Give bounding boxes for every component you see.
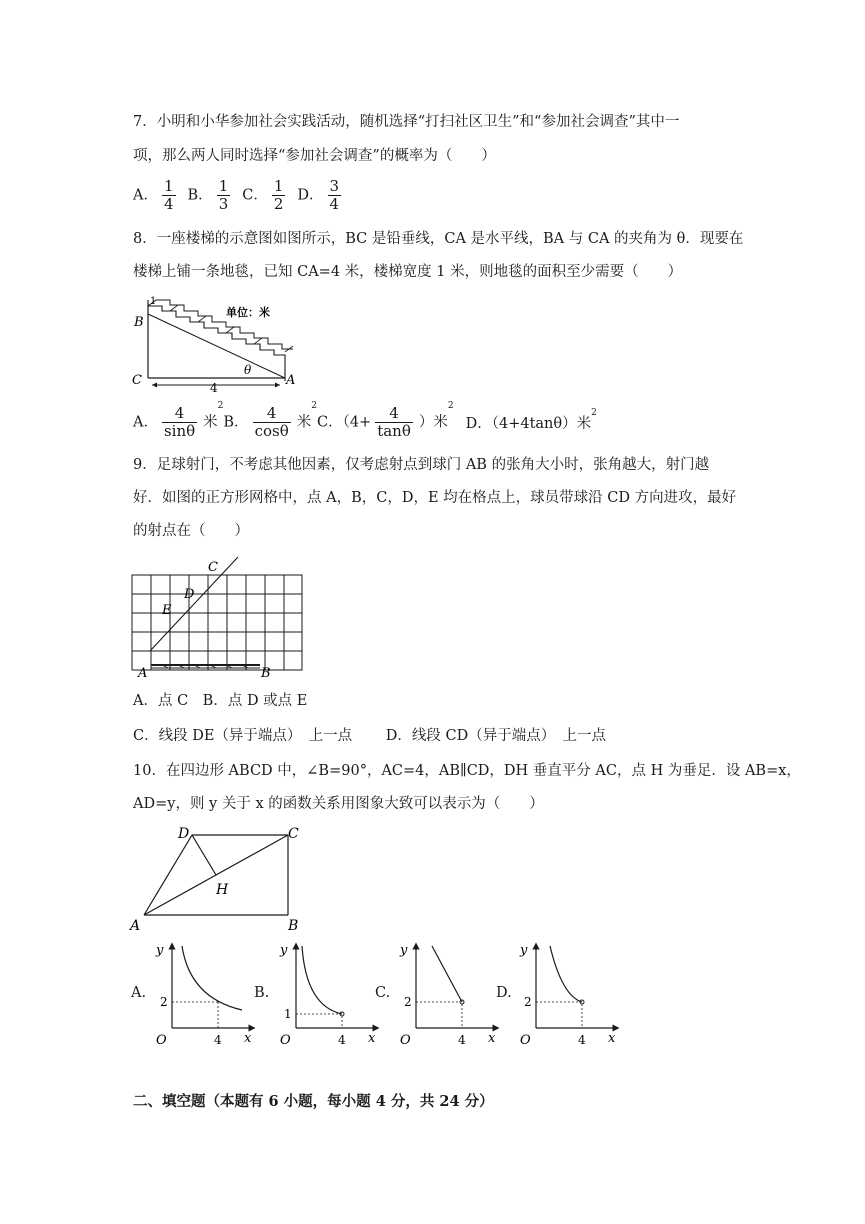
quad-point-c: C [288,826,299,842]
staircase-figure [130,292,310,396]
svg-text:x: x [368,1031,376,1046]
svg-text:4: 4 [578,1033,586,1047]
grid-point-a: A [138,666,148,680]
svg-text:2: 2 [160,995,168,1009]
svg-text:y: y [156,943,164,958]
q9-text-line-2: 好．如图的正方形网格中，点 A，B，C，D，E 均在格点上，球员带球沿 CD 方向进攻，最好 [133,490,737,506]
q10-graph-c [394,940,504,1050]
q8-option-a: A． $\frac{4}{\sin\theta}$ 米$^2$ [133,401,224,440]
q10-graph-option-b-label: B. [254,985,270,1001]
quad-point-a: A [130,918,141,934]
q9-text-line-1: 9．足球射门，不考虑其他因素，仅考虑射点到球门 AB 的张角大小时，张角越大，射门越 [133,457,710,473]
staircase-angle-label: θ [244,363,252,377]
q8-option-b: B． $\frac{4}{\cos\theta}$ 米$^2$ [223,401,317,440]
svg-text:4: 4 [338,1033,346,1047]
quadrilateral-figure [128,822,313,934]
q9-options-line-2: C．线段 DE（异于端点） 上一点 D．线段 CD（异于端点） 上一点 [133,728,606,744]
q8-option-d: D．（4+4tanθ）米$^2$ [465,408,597,432]
quad-point-b: B [288,918,299,934]
q7-option-d: D． $\frac{3}{4}$ [297,177,340,213]
q10-graph-a [150,940,260,1050]
staircase-point-c: C [132,373,142,388]
q10-graph-option-d-label: D. [496,985,512,1001]
q9-text-line-3: 的射点在（ ） [133,523,249,539]
staircase-point-a: A [286,373,296,388]
q9-options-line-1: A．点 C B．点 D 或点 E [133,693,308,709]
svg-text:x: x [488,1031,496,1046]
grid-point-c: C [208,560,218,575]
svg-text:4: 4 [214,1033,222,1047]
svg-text:O: O [520,1033,531,1048]
q8-option-c: C．（4+ $\frac{4}{\tan\theta}$ ）米$^2$ [316,401,454,440]
q7-text-line-1: 7．小明和小华参加社会实践活动，随机选择“打扫社区卫生”和“参加社会调查”其中一 [133,114,680,130]
quad-point-h: H [216,882,229,898]
staircase-length-label: 4 [210,381,218,395]
svg-text:x: x [244,1031,252,1046]
q7-text-line-2: 项，那么两人同时选择“参加社会调查”的概率为（ ） [133,148,496,164]
staircase-width-label: 1 [150,296,157,307]
svg-text:y: y [400,943,408,958]
q7-options [133,178,347,213]
grid-point-d: D [184,587,195,602]
svg-text:2: 2 [404,995,412,1009]
section-2-heading: 二、填空题（本题有 6 小题，每小题 4 分，共 24 分） [133,1093,494,1110]
q7-option-b: B． $\frac{1}{3}$ [187,177,229,213]
svg-text:y: y [520,943,528,958]
svg-text:1: 1 [284,1007,292,1021]
grid-point-e: E [162,603,172,618]
q10-graph-option-a-label: A. [131,985,147,1001]
svg-text:O: O [400,1033,411,1048]
q10-text-line-2: AD=y，则 y 关于 x 的函数关系用图象大致可以表示为（ ） [133,796,544,812]
q7-option-a: A． $\frac{1}{4}$ [133,177,174,213]
svg-text:2: 2 [524,995,532,1009]
q10-graph-b [274,940,384,1050]
goal-grid-figure [128,555,308,680]
staircase-point-b: B [134,315,144,330]
q10-graph-option-c-label: C. [375,985,391,1001]
svg-text:O: O [280,1033,291,1048]
q8-options [133,401,597,440]
grid-point-b: B [261,666,271,680]
svg-text:O: O [156,1033,167,1048]
q8-text-line-1: 8．一座楼梯的示意图如图所示，BC 是铅垂线，CA 是水平线，BA 与 CA 的夹角为 θ．现要在 [133,231,744,247]
svg-text:y: y [280,943,288,958]
q7-option-c: C． $\frac{1}{2}$ [242,177,284,213]
svg-text:x: x [608,1031,616,1046]
q10-text-line-1: 10．在四边形 ABCD 中，∠B=90°，AC=4，AB∥CD，DH 垂直平分 AC，点 H 为垂足．设 AB=x， [133,763,801,779]
q10-graph-d [514,940,624,1050]
q8-text-line-2: 楼梯上铺一条地毯，已知 CA=4 米，楼梯宽度 1 米，则地毯的面积至少需要（ ） [133,264,683,280]
svg-text:4: 4 [458,1033,466,1047]
staircase-unit-label: 单位：米 [226,306,270,319]
quad-point-d: D [178,826,190,842]
